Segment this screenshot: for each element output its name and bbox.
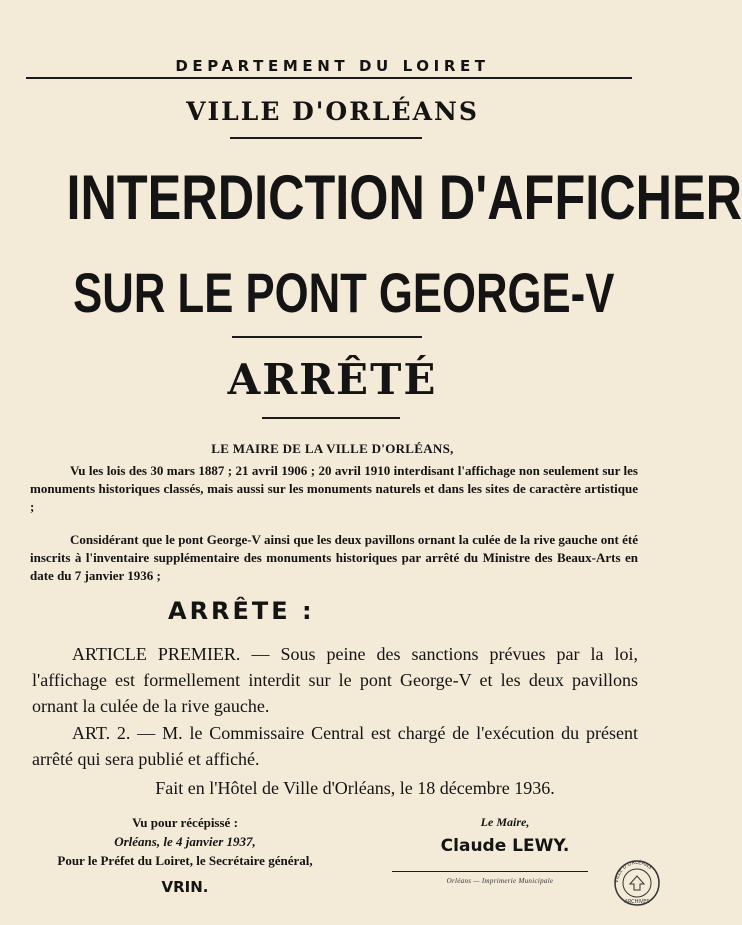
title-rule <box>232 336 422 338</box>
department-header: DEPARTEMENT DU LOIRET <box>175 57 490 75</box>
prefect-block <box>25 813 345 897</box>
mayor-block <box>405 815 605 856</box>
prefect-signature: VRIN. <box>161 878 209 896</box>
svg-text:VILLE D'ORLÉANS: VILLE D'ORLÉANS <box>613 859 653 884</box>
paragraph-vu <box>30 462 638 516</box>
printer-rule <box>392 871 588 872</box>
paragraph-considerant-text: Considérant que le pont George-V ainsi que les deux pavillons ornant la culée de la rive gauche ont été inscrits à l'inventaire supplémentaire des monuments historiques par arrêté du Ministre des Beaux-Arts en date du 7 janvier 1936 ; <box>30 532 638 583</box>
prefect-role: Pour le Préfet du Loiret, le Secrétaire général, <box>57 853 313 868</box>
archives-stamp-icon <box>612 858 662 908</box>
arrete-rule <box>262 417 400 419</box>
mayor-preamble: LE MAIRE DE LA VILLE D'ORLÉANS, <box>211 441 454 456</box>
decision-heading: ARRÊTE : <box>168 597 315 625</box>
article-2-text: ART. 2. — M. le Commissaire Central est chargé de l'exécution du présent arrêté qui sera publié et affiché. <box>32 723 638 769</box>
mayor-role: Le Maire, <box>480 815 530 829</box>
fait-date: Fait en l'Hôtel de Ville d'Orléans, le 18 décembre 1936. <box>155 778 555 798</box>
article-2 <box>32 720 638 772</box>
prefect-vu: Vu pour récépissé : <box>132 815 238 830</box>
poster-title-line1: INTERDICTION D'AFFICHER <box>66 163 742 233</box>
article-premier-text: ARTICLE PREMIER. — Sous peine des sanctions prévues par la loi, l'affichage est formellement interdit sur le pont George-V et les deux pavillons ornant la culée de la rive gauche. <box>32 644 638 716</box>
printer-imprint: Orléans — Imprimerie Municipale <box>446 877 554 885</box>
header-rule <box>26 77 632 79</box>
mayor-signature: Claude LEWY. <box>440 836 570 856</box>
paragraph-considerant <box>30 531 638 585</box>
poster-title-line2: SUR LE PONT GEORGE-V <box>73 261 615 324</box>
prefect-date: Orléans, le 4 janvier 1937, <box>114 834 256 849</box>
arrete-heading: ARRÊTÉ <box>227 355 438 404</box>
city-rule <box>230 137 422 139</box>
city-name: VILLE D'ORLÉANS <box>186 97 479 126</box>
paragraph-vu-text: Vu les lois des 30 mars 1887 ; 21 avril 1906 ; 20 avril 1910 interdisant l'affichage non seulement sur les monuments historiques classés, mais aussi sur les monuments naturels et dans les sites de caractère artistique ; <box>30 463 638 514</box>
svg-text:ARCHIVES: ARCHIVES <box>624 899 650 905</box>
article-premier <box>32 641 638 719</box>
